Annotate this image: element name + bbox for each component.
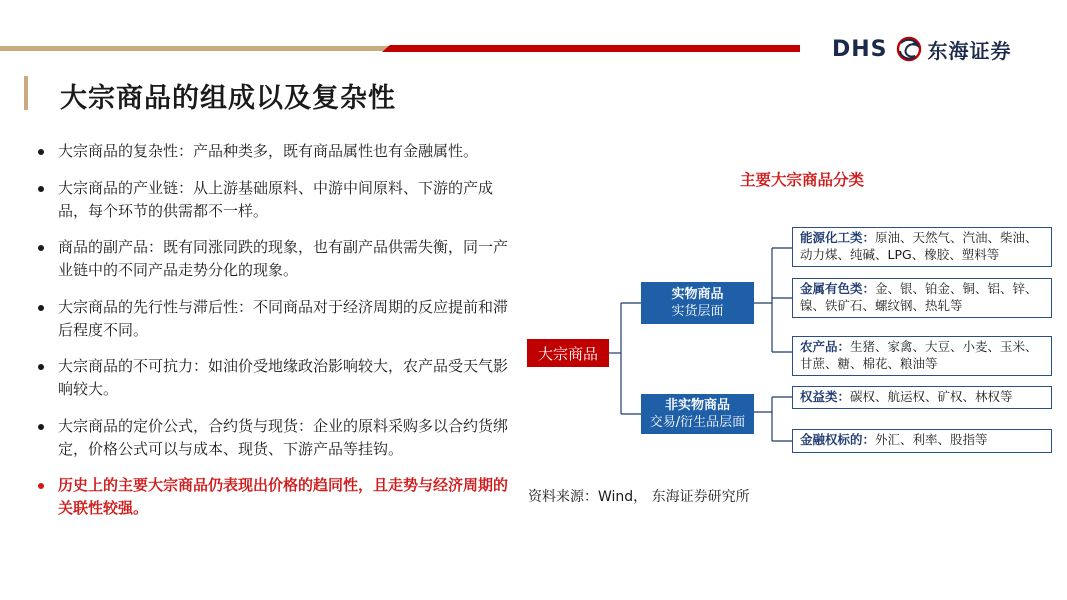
bullet-dot-icon [38,364,44,370]
bullet-dot-icon [38,149,44,155]
bullet-dot-icon [38,424,44,430]
nonphysical-node-title: 非实物商品 [664,398,730,413]
bullet-text: 大宗商品的先行性与滞后性：不同商品对于经济周期的反应提前和滞后程度不同。 [58,297,509,339]
company-logo [832,32,1012,66]
leaf-category-label: 金属有色类： [800,281,876,296]
bullet-dot-icon [38,483,44,489]
bullet-dot-icon [38,245,44,251]
leaf-metals [792,278,1052,318]
leaf-equity-rights [792,386,1052,409]
leaf-energy-chemicals [792,227,1052,267]
root-node-label: 大宗商品 [537,344,598,363]
physical-node-title: 实物商品 [671,287,724,302]
bullet-text: 大宗商品的定价公式，合约货与现货：企业的原料采购多以合约货绑定，价格公式可以与成本、现货、下游产品等挂钩。 [58,416,509,458]
bullet-text: 历史上的主要大宗商品仍表现出价格的趋同性，且走势与经济周期的关联性较强。 [58,476,509,517]
nonphysical-commodity-node [641,394,754,434]
bullet-text: 大宗商品的不可抗力：如油价受地缘政治影响较大，农产品受天气影响较大。 [58,357,509,398]
bullet-text: 商品的副产品：既有同涨同跌的现象，也有副产品供需失衡，同一产业链中的不同产品走势分化的现象。 [58,238,509,279]
header-accent-bar-red [382,45,800,52]
leaf-financial-underlyings [792,429,1052,453]
bullet-list [38,140,518,534]
leaf-items-text: 生猪、家禽、大豆、小麦、玉米、甘蔗、糖、棉花、粮油等 [800,339,1038,371]
bullet-item [38,177,518,223]
physical-node-subtitle: 实货层面 [671,304,724,319]
header-accent-bar-tan [0,46,390,51]
logo-chinese-text: 东海证券 [927,38,1012,63]
diagram-title: 主要大宗商品分类 [740,171,865,189]
bullet-dot-icon [38,186,44,192]
bullet-item-highlight [38,474,518,520]
leaf-category-label: 权益类： [800,389,851,404]
bullet-item [38,415,518,461]
page-title: 大宗商品的组成以及复杂性 [60,83,396,114]
bullet-text: 大宗商品的产业链：从上游基础原料、中游中间原料、下游的产成品，每个环节的供需都不一样。 [58,178,494,220]
logo-latin-text: DHS [832,36,888,62]
leaf-category-label: 农产品： [800,339,851,354]
leaf-items-text: 原油、天然气、汽油、柴油、动力煤、纯碱、LPG、橡胶、塑料等 [800,230,1038,262]
bullet-dot-icon [38,305,44,311]
bullet-item [38,355,518,401]
physical-commodity-node [641,282,754,324]
diagram-root-node [527,339,609,367]
nonphysical-node-subtitle: 交易/衍生品层面 [649,415,746,430]
title-accent-bar [24,76,28,110]
dragon-logo-icon [894,34,924,64]
leaf-agriculture [792,336,1052,376]
source-note: 资料来源：Wind， 东海证券研究所 [528,489,750,505]
leaf-category-label: 能源化工类： [800,230,876,245]
bullet-item [38,236,518,282]
bullet-text: 大宗商品的复杂性：产品种类多，既有商品属性也有金融属性。 [58,142,479,160]
bullet-item [38,296,518,342]
leaf-items-text: 碳权、航运权、矿权、林权等 [850,389,1013,404]
leaf-items-text: 外汇、利率、股指等 [875,432,988,447]
leaf-items-text: 金、银、铂金、铜、铝、锌、镍、铁矿石、螺纹钢、热轧等 [800,281,1038,313]
bullet-item [38,140,518,163]
leaf-category-label: 金融权标的： [800,432,876,447]
